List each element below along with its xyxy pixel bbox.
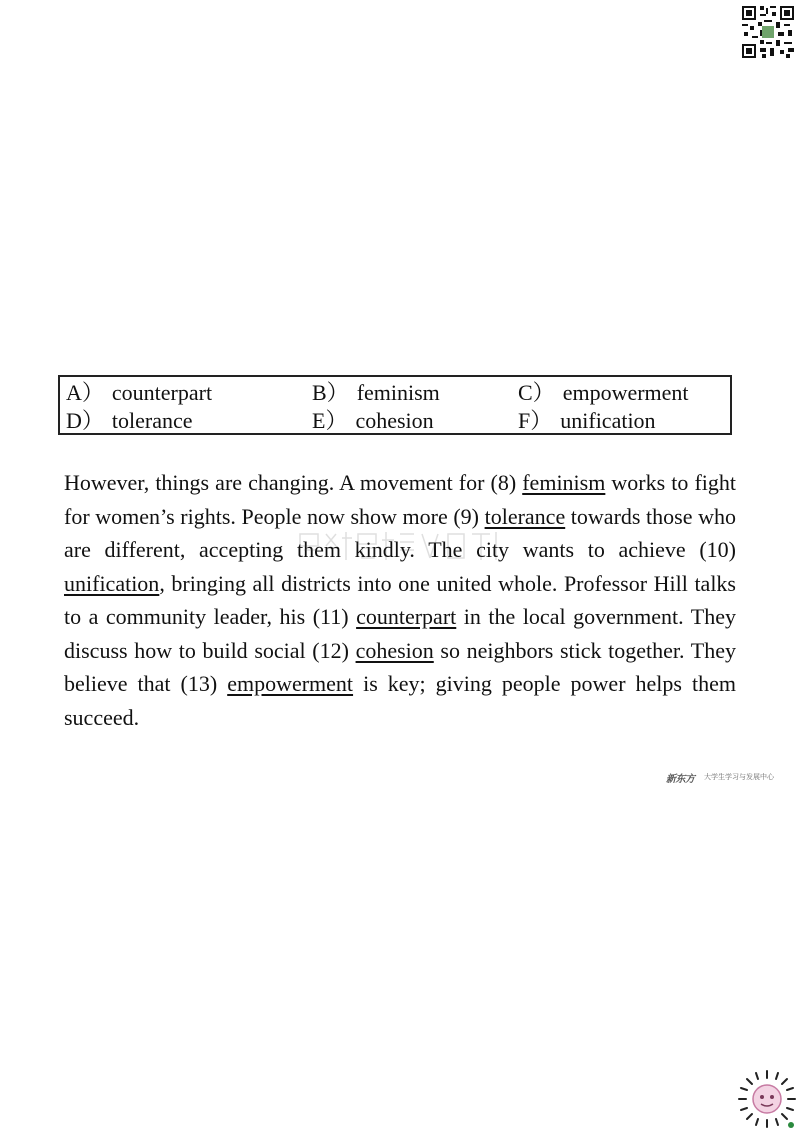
option-letter: D） xyxy=(66,408,104,433)
option-letter: E） xyxy=(312,408,348,433)
logo-mark: 新东方 xyxy=(666,774,695,785)
answer-12: cohesion xyxy=(355,637,434,663)
passage-text: towards those who are different, accepting them kindly. The city wants to achieve (10) xyxy=(64,503,736,562)
option-letter: B） xyxy=(312,380,349,405)
answer-8: feminism xyxy=(522,470,606,495)
answer-11: counterpart xyxy=(356,604,457,629)
option-a xyxy=(66,380,212,406)
answer-10: unification xyxy=(64,570,160,596)
publisher-logo xyxy=(666,766,790,786)
passage-text: However, things are changing. A movement for (8) xyxy=(64,470,523,495)
passage-text: so neighbors stick together. They believe that (13) xyxy=(64,637,736,696)
option-letter: C） xyxy=(518,380,555,405)
option-word: unification xyxy=(560,408,656,433)
qr-code-icon xyxy=(740,4,796,60)
option-letter: F） xyxy=(518,408,553,433)
logo-text: 大学生学习与发展中心 xyxy=(704,773,774,781)
answer-13: empowerment xyxy=(227,671,354,696)
passage-text: works to fight for women’s rights. People now show more (9) xyxy=(64,470,736,529)
passage-text: in the local government. They discuss how to build social (12) xyxy=(64,604,737,663)
passage-text: is key; giving people power helps them succeed. xyxy=(64,671,736,730)
passage-paragraph xyxy=(64,466,736,734)
option-letter: A） xyxy=(66,380,104,405)
option-b xyxy=(312,380,440,406)
option-f xyxy=(518,408,656,434)
option-d xyxy=(66,408,193,434)
option-word: tolerance xyxy=(111,408,193,433)
option-e xyxy=(312,408,434,434)
passage-text: , bringing all districts into one united whole. Professor Hill talks to a community leader, his (11) xyxy=(64,570,736,629)
mini-program-code-icon xyxy=(736,1068,798,1130)
option-word: cohesion xyxy=(355,408,434,433)
option-word: empowerment xyxy=(562,380,689,405)
option-word: feminism xyxy=(356,380,440,405)
option-c xyxy=(518,380,689,406)
word-bank-box xyxy=(58,375,732,435)
answer-9: tolerance xyxy=(484,503,566,529)
option-word: counterpart xyxy=(111,380,213,405)
